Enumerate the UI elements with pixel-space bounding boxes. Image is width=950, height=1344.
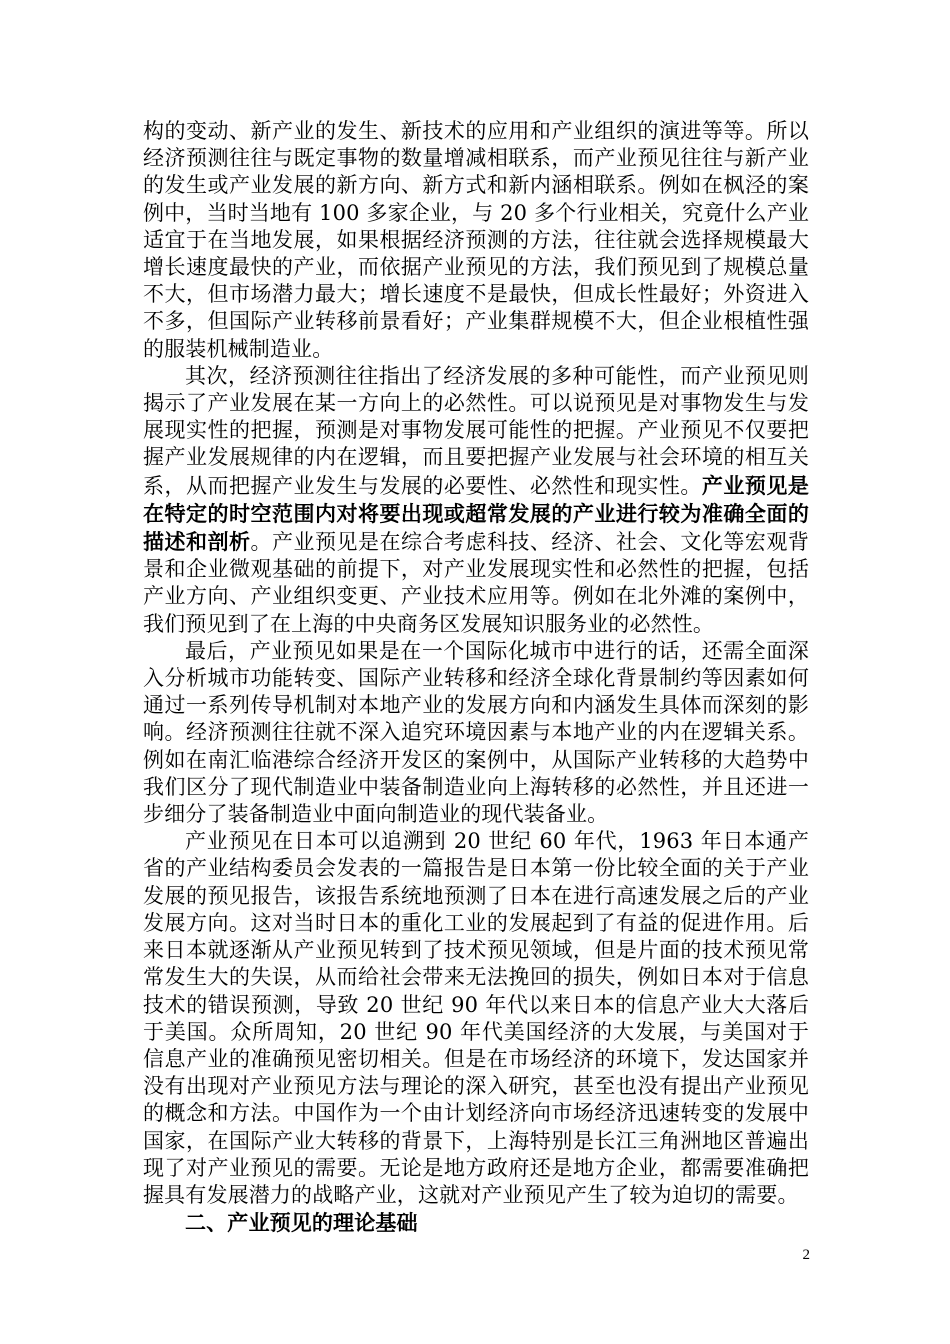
page-number: 2 [802, 1247, 810, 1263]
emphasized-text: 产业预见是在特定的时空范围内对将要出现或超常发展的产业进行较为准确全面的描述和剖析 [143, 472, 810, 555]
body-paragraph [143, 363, 809, 638]
paragraph-text: 其次，经济预测往往指出了经济发展的多种可能性，而产业预见则揭示了产业发展在某一方向上的必然性。可以说预见是对事物发生与发展现实性的把握，预测是对事物发展可能性的把握。产业预见不仅要把握产业发展规律的内在逻辑，而且要把握产业发展与社会环境的相互关系，从而把握产业发生与发展的必要性、必然性和现实性。 [143, 363, 809, 498]
body-paragraph [143, 638, 809, 828]
paragraph-text: 产业预见在日本可以追溯到 20 世纪 60 年代，1963 年日本通产省的产业结构委员会发表的一篇报告是日本第一份比较全面的关于产业发展的预见报告，该报告系统地预测了日本在进行高速发展之后的产业发展方向。这对当时日本的重化工业的发展起到了有益的促进作用。后来日本就逐渐从产业预见转到了技术预见领域，但是片面的技术预见常常发生大的失误，从而给社会带来无法挽回的损失，例如日本对于信息技术的错误预测，导致 20 世纪 90 年代以来日本的信息产业大大落后于美国。众所周知，20 世纪 90 年代美国经济的大发展，与美国对于信息产业的准确预见密切相关。但是在市场经济的环境下，发达国家并没有出现对产业预见方法与理论的深入研究，甚至也没有提出产业预见的概念和方法。中国作为一个由计划经济向市场经济迅速转变的发展中国家，在国际产业大转移的背景下，上海特别是长江三角洲地区普遍出现了对产业预见的需要。无论是地方政府还是地方企业，都需要准确把握具有发展潜力的战略产业，这就对产业预见产生了较为迫切的需要。 [143, 829, 809, 1207]
section-heading: 二、产业预见的理论基础 [185, 1210, 418, 1236]
paragraph-list [143, 118, 809, 1209]
body-paragraph [143, 828, 809, 1209]
body-paragraph [143, 118, 809, 363]
paragraph-text: 构的变动、新产业的发生、新技术的应用和产业组织的演进等等。所以经济预测往往与既定事物的数量增减相联系，而产业预见往往与新产业的发生或产业发展的新方向、新方式和新内涵相联系。例如在枫泾的案例中，当时当地有 100 多家企业，与 20 多个行业相关，究竟什么产业适宜于在当地发展，如果根据经济预测的方法，往往就会选择规模最大增长速度最快的产业，而依据产业预见的方法，我们预见到了规模总量不大，但市场潜力最大；增长速度不是最快，但成长性最好；外资进入不多，但国际产业转移前景看好；产业集群规模不大，但企业根植性强的服装机械制造业。 [143, 119, 809, 361]
paragraph-text: 最后，产业预见如果是在一个国际化城市中进行的话，还需全面深入分析城市功能转变、国际产业转移和经济全球化背景制约等因素如何通过一系列传导机制对本地产业的发展方向和内涵发生具体而深刻的影响。经济预测往往就不深入追究环境因素与本地产业的内在逻辑关系。例如在南汇临港综合经济开发区的案例中，从国际产业转移的大趋势中我们区分了现代制造业中装备制造业向上海转移的必然性，并且还进一步细分了装备制造业中面向制造业的现代装备业。 [143, 638, 809, 827]
paragraph-text: 。产业预见是在综合考虑科技、经济、社会、文化等宏观背景和企业微观基础的前提下，对产业发展现实性和必然性的把握，包括产业方向、产业组织变更、产业技术应用等。例如在北外滩的案例中，我们预见到了在上海的中央商务区发展知识服务业的必然性。 [143, 530, 810, 636]
page-body [143, 118, 809, 1236]
